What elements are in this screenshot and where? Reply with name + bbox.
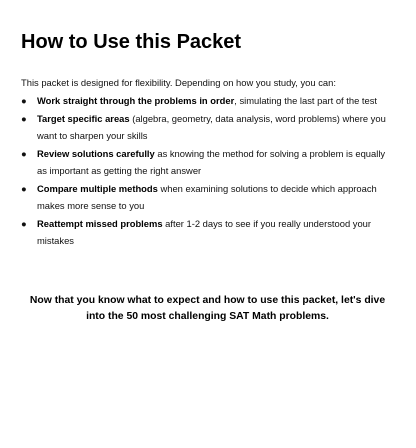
list-item-text: (algebra, geometry, data analysis, word problems) where you want to sharpen your skills [37, 113, 386, 141]
bullet-icon: ● [21, 183, 27, 194]
list-item-text: when examining solutions to decide which approach makes more sense to you [37, 183, 377, 211]
list-item [21, 145, 394, 179]
closing-statement: Now that you know what to expect and how to use this packet, let's dive into the 50 most challenging SAT Math problems. [29, 295, 386, 322]
bullet-icon: ● [21, 113, 27, 124]
list-item-bold: Work straight through the problems in order [37, 95, 235, 106]
list-item-bold: Target specific areas [37, 113, 130, 124]
tips-list [21, 92, 394, 249]
bullet-icon: ● [21, 218, 27, 229]
list-item-bold: Reattempt missed problems [37, 218, 163, 229]
list-item [21, 110, 394, 144]
list-item [21, 92, 394, 109]
list-item-text: , simulating the last part of the test [234, 95, 378, 106]
list-item-text: as knowing the method for solving a problem is equally as important as getting the right answer [37, 148, 386, 176]
intro-paragraph: This packet is designed for flexibility. Depending on how you study, you can: [21, 77, 336, 88]
bullet-icon: ● [21, 148, 27, 159]
page-title: How to Use this Packet [21, 31, 242, 53]
bullet-icon: ● [21, 95, 27, 106]
list-item [21, 215, 394, 249]
list-item-text: after 1-2 days to see if you really understood your mistakes [37, 218, 372, 246]
list-item-bold: Compare multiple methods [37, 183, 158, 194]
list-item [21, 180, 394, 214]
list-item-bold: Review solutions carefully [37, 148, 155, 159]
